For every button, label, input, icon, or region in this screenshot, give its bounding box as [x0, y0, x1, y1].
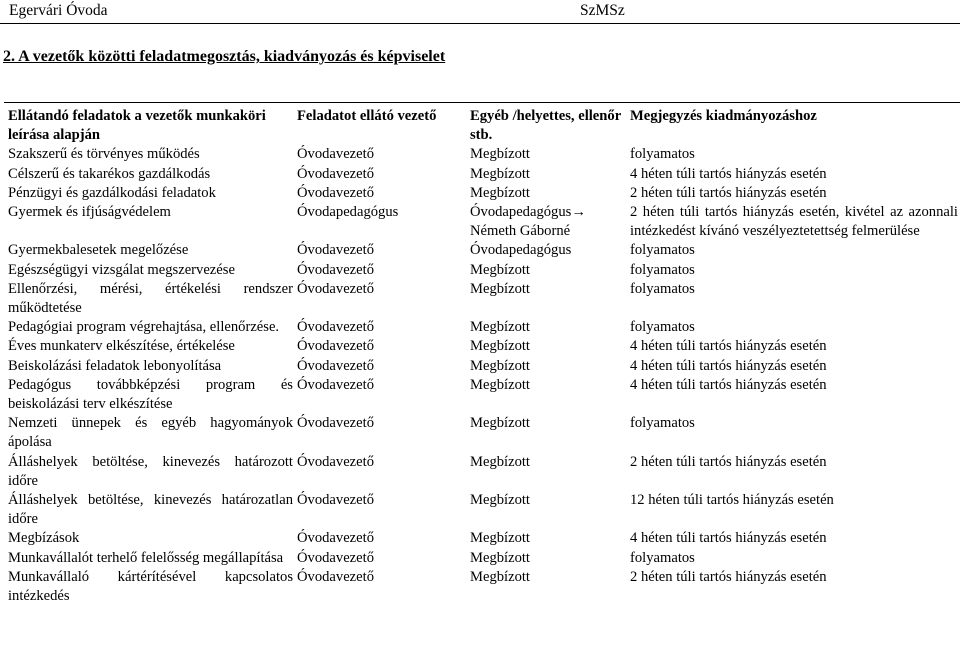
deputy-cell: Megbízott — [470, 261, 530, 278]
leader-cell: Óvodavezető — [297, 261, 374, 278]
leader-cell: Óvodavezető — [297, 568, 374, 585]
note-cell: 2 héten túli tartós hiányzás esetén — [630, 184, 827, 201]
deputy-cell: Megbízott — [470, 376, 530, 393]
deputy-cell: Megbízott — [470, 165, 530, 182]
leader-cell: Óvodavezető — [297, 338, 374, 355]
task-cell: Célszerű és takarékos gazdálkodás — [8, 165, 211, 182]
task-cell: Álláshelyek betöltése, kinevezés határozott időre — [8, 453, 293, 489]
leader-cell: Óvodavezető — [297, 376, 374, 393]
task-cell: Egészségügyi vizsgálat megszervezése — [8, 261, 235, 278]
header-rule — [0, 23, 960, 24]
deputy-cell: Megbízott — [470, 357, 530, 374]
table-top-rule — [4, 102, 960, 103]
table-row — [8, 529, 958, 548]
deputy-cell: Megbízott — [470, 453, 530, 470]
leader-cell: Óvodavezető — [297, 146, 374, 163]
note-cell: 2 héten túli tartós hiányzás esetén, kivétel az azonnali intézkedést kívánó veszélyeztetettség felmerülése — [630, 204, 958, 240]
leader-cell: Óvodavezető — [297, 165, 374, 182]
note-cell: 4 héten túli tartós hiányzás esetén — [630, 338, 827, 355]
task-cell: Nemzeti ünnepek és egyéb hagyományok ápolása — [8, 415, 293, 451]
note-cell: folyamatos — [630, 261, 695, 278]
table-row — [8, 318, 958, 337]
leader-cell: Óvodavezető — [297, 530, 374, 547]
note-cell: folyamatos — [630, 146, 695, 163]
deputy-cell: Megbízott — [470, 530, 530, 547]
table-header-row — [8, 107, 958, 145]
leader-cell: Óvodavezető — [297, 453, 374, 470]
note-cell: folyamatos — [630, 549, 695, 566]
table-row — [8, 261, 958, 280]
task-cell: Szakszerű és törvényes működés — [8, 146, 200, 163]
page-header — [0, 1, 960, 23]
header-other: Egyéb /helyettes, ellenőr stb. — [470, 108, 621, 144]
table-row — [8, 453, 958, 491]
section-title: 2. A vezetők közötti feladatmegosztás, kiadványozás és képviselet — [3, 48, 446, 65]
table-row — [8, 568, 958, 606]
table-row — [8, 203, 958, 241]
note-cell: folyamatos — [630, 415, 695, 432]
table-row — [8, 337, 958, 356]
header-document-code: SzMSz — [580, 2, 625, 19]
task-cell: Munkavállaló kártérítésével kapcsolatos intézkedés — [8, 568, 293, 605]
task-cell: Éves munkaterv elkészítése, értékelése — [8, 338, 235, 355]
leader-cell: Óvodavezető — [297, 319, 374, 336]
table-row — [8, 376, 958, 414]
note-cell: 4 héten túli tartós hiányzás esetén — [630, 357, 827, 374]
note-cell: 2 héten túli tartós hiányzás esetén — [630, 453, 827, 470]
leader-cell: Óvodavezető — [297, 357, 374, 374]
table-row — [8, 549, 958, 568]
table-row — [8, 241, 958, 260]
deputy-cell: Megbízott — [470, 492, 530, 509]
header-leader: Feladatot ellátó vezető — [297, 108, 437, 124]
task-cell: Gyermek és ifjúságvédelem — [8, 204, 171, 221]
deputy-cell: Megbízott — [470, 146, 530, 163]
task-cell: Munkavállalót terhelő felelősség megállapítása — [8, 549, 284, 566]
note-cell: folyamatos — [630, 280, 695, 297]
table-row — [8, 357, 958, 376]
deputy-cell: Óvodapedagógus — [470, 242, 572, 259]
note-cell: folyamatos — [630, 242, 695, 259]
task-cell: Gyermekbalesetek megelőzése — [8, 242, 189, 259]
table-row — [8, 414, 958, 452]
leader-cell: Óvodavezető — [297, 242, 374, 259]
task-cell: Pénzügyi és gazdálkodási feladatok — [8, 184, 216, 201]
header-note: Megjegyzés kiadmányozáshoz — [630, 108, 817, 124]
task-cell: Beiskolázási feladatok lebonyolítása — [8, 357, 222, 374]
note-cell: 2 héten túli tartós hiányzás esetén — [630, 568, 827, 585]
task-cell: Álláshelyek betöltése, kinevezés határozatlan időre — [8, 492, 293, 528]
table-row — [8, 280, 958, 318]
table-row — [8, 145, 958, 164]
note-cell: 4 héten túli tartós hiányzás esetén — [630, 165, 827, 182]
deputy-cell: Megbízott — [470, 338, 530, 355]
deputy-cell: Óvodapedagógus→ Németh Gáborné — [470, 204, 586, 240]
deputy-cell: Megbízott — [470, 319, 530, 336]
note-cell: 12 héten túli tartós hiányzás esetén — [630, 492, 834, 509]
header-institution: Egervári Óvoda — [9, 2, 108, 19]
leader-cell: Óvodavezető — [297, 415, 374, 432]
table-row — [8, 165, 958, 184]
task-cell: Megbízások — [8, 530, 80, 547]
leader-cell: Óvodapedagógus — [297, 204, 399, 221]
table-row — [8, 184, 958, 203]
deputy-cell: Megbízott — [470, 568, 530, 585]
deputy-cell: Megbízott — [470, 280, 530, 297]
task-cell: Pedagógus továbbképzési program és beiskolázási terv elkészítése — [8, 376, 293, 413]
leader-cell: Óvodavezető — [297, 184, 374, 201]
note-cell: folyamatos — [630, 319, 695, 336]
header-tasks: Ellátandó feladatok a vezetők munkaköri leírása alapján — [8, 108, 266, 144]
deputy-cell: Megbízott — [470, 549, 530, 566]
deputy-cell: Megbízott — [470, 184, 530, 201]
leader-cell: Óvodavezető — [297, 492, 374, 509]
leader-cell: Óvodavezető — [297, 549, 374, 566]
leader-cell: Óvodavezető — [297, 280, 374, 297]
deputy-cell: Megbízott — [470, 415, 530, 432]
task-cell: Ellenőrzési, mérési, értékelési rendszer működtetése — [8, 280, 293, 317]
task-cell: Pedagógiai program végrehajtása, ellenőrzése. — [8, 319, 280, 336]
note-cell: 4 héten túli tartós hiányzás esetén — [630, 376, 827, 393]
table-row — [8, 491, 958, 529]
task-distribution-table — [8, 107, 958, 606]
note-cell: 4 héten túli tartós hiányzás esetén — [630, 530, 827, 547]
